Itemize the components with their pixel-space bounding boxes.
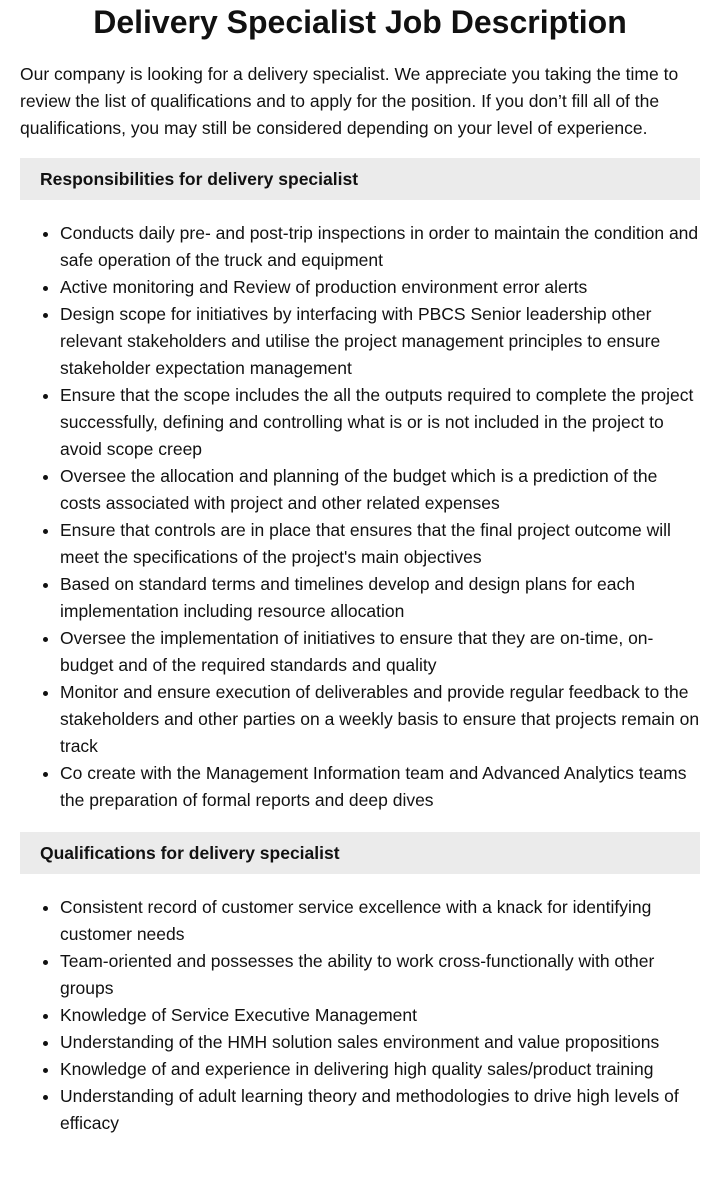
qualifications-heading: Qualifications for delivery specialist (20, 832, 700, 874)
intro-paragraph: Our company is looking for a delivery specialist. We appreciate you taking the time to review the list of qualifications and to apply for the position. If you don’t fill all of the qualifications, you may still be considered depending on your level of experience. (20, 64, 679, 138)
list-item: • Based on standard terms and timelines develop and design plans for each implementation including resource allocation (60, 571, 700, 625)
list-item: • Monitor and ensure execution of deliverables and provide regular feedback to the stakeholders and other parties on a weekly basis to ensure that projects remain on track (60, 679, 700, 760)
list-item: • Active monitoring and Review of production environment error alerts (60, 274, 700, 301)
list-item: • Understanding of adult learning theory and methodologies to drive high levels of efficacy (60, 1083, 700, 1137)
responsibilities-list (20, 220, 700, 814)
list-item: • Knowledge of Service Executive Management (60, 1002, 700, 1029)
list-item: • Understanding of the HMH solution sales environment and value propositions (60, 1029, 700, 1056)
list-item: • Oversee the implementation of initiatives to ensure that they are on-time, on-budget and of the required standards and quality (60, 625, 700, 679)
list-item: • Knowledge of and experience in delivering high quality sales/product training (60, 1056, 700, 1083)
list-item: • Co create with the Management Information team and Advanced Analytics teams the preparation of formal reports and deep dives (60, 760, 700, 814)
responsibilities-heading: Responsibilities for delivery specialist (20, 158, 700, 200)
qualifications-list (20, 894, 700, 1137)
list-item: • Team-oriented and possesses the ability to work cross-functionally with other groups (60, 948, 700, 1002)
list-item: • Design scope for initiatives by interfacing with PBCS Senior leadership other relevant stakeholders and utilise the project management principles to ensure stakeholder expectation management (60, 301, 700, 382)
list-item: • Consistent record of customer service excellence with a knack for identifying customer needs (60, 894, 700, 948)
list-item: • Oversee the allocation and planning of the budget which is a prediction of the costs associated with project and other related expenses (60, 463, 700, 517)
page-title: Delivery Specialist Job Description (93, 4, 627, 40)
list-item: • Conducts daily pre- and post-trip inspections in order to maintain the condition and safe operation of the truck and equipment (60, 220, 700, 274)
list-item: • Ensure that controls are in place that ensures that the final project outcome will meet the specifications of the project's main objectives (60, 517, 700, 571)
list-item: • Ensure that the scope includes the all the outputs required to complete the project successfully, defining and controlling what is or is not included in the project to avoid scope creep (60, 382, 700, 463)
